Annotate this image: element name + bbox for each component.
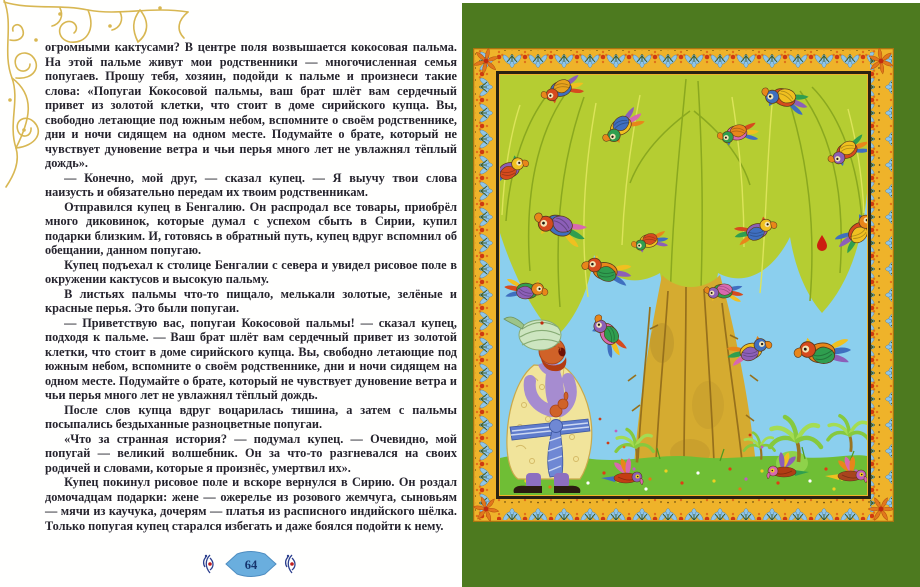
story-paragraph: Купец покинул рисовое поле и вскоре вернулся в Сирию. Он роздал домочадцам подарки: жене — ожерелье из розового жемчуга, сыновьям — мячи из каучука, дочерям — платья из расписного индийского шёлка. Только попугая купец старался избегать и даже боялся подойти к нему. [45, 475, 457, 533]
page-number-ornament-left-icon [201, 552, 219, 576]
border-pattern-right [870, 50, 892, 520]
story-paragraph: огромными кактусами? В центре поля возвышается кокосовая пальма. На этой пальме живут мои родственники — многочисленная семья попугаев. Прошу тебя, хозяин, подойди к пальме и произнеси такие слова: «Попугаи Кокосовой пальмы, ваш брат шлёт вам сердечный привет из золотой клетки, что стоит в доме сирийского купца. Вы, свободно летающие под южным небом, вспомните о своём родственнике, дни и ночи сидящем на одном месте. Подумайте о брате, который не чувствует дуновение ветра и чьи перья много лет не увлажнял тёплый дождь». [45, 40, 457, 170]
story-paragraph: Купец подъехал к столице Бенгалии с севера и увидел рисовое поле в окружении кактусов и высокую пальму. [45, 257, 457, 286]
illustration-frame [473, 48, 894, 522]
palm-illustration [473, 48, 894, 522]
right-page [462, 3, 920, 587]
story-paragraph: — Конечно, мой друг, — сказал купец. — Я выучу твои слова наизусть и обязательно передам их твоим родственникам. [45, 170, 457, 199]
story-text [45, 40, 457, 533]
border-pattern-top [475, 50, 892, 72]
story-paragraph: Отправился купец в Бенгалию. Он распродал все товары, приобрёл много диковинок, которые думал с успехом сбыть в Сирии, купил подарки близким. И, готовясь в обратный путь, купец вдруг вспомнил об обещании, данном попугаю. [45, 199, 457, 257]
story-paragraph: — Приветствую вас, попугаи Кокосовой пальмы! — сказал купец, подходя к пальме. — Ваш брат шлёт вам сердечный привет из золотой клетки, что стоит в доме сирийского купца. Вы, свободно летающие под южным небом, вспомните о своём родственнике, дни и ночи сидящем на одном месте. Подумайте о брате, который не чувствует дуновение ветра и чьи перья много лет не увлажнял тёплый дождь. [45, 315, 457, 402]
border-pattern-bottom [475, 498, 892, 520]
story-paragraph: «Что за странная история? — подумал купец. — Очевидно, мой попугай — великий волшебник. Он за что-то разгневался на своих родичей и словами, которые я произнёс, умертвил их». [45, 431, 457, 475]
page-number: 64 [244, 557, 258, 572]
page-number-ornament-right-icon [283, 552, 301, 576]
border-pattern-left [475, 50, 497, 520]
story-paragraph: После слов купца вдруг воцарилась тишина, а затем с пальмы посыпались бездыханные разноцветные попугаи. [45, 402, 457, 431]
story-paragraph: В листьях пальмы что-то пищало, мелькали золотые, зелёные и красные перья. Это были попугаи. [45, 286, 457, 315]
page-number-row [45, 547, 457, 581]
page-number-badge [224, 550, 278, 578]
